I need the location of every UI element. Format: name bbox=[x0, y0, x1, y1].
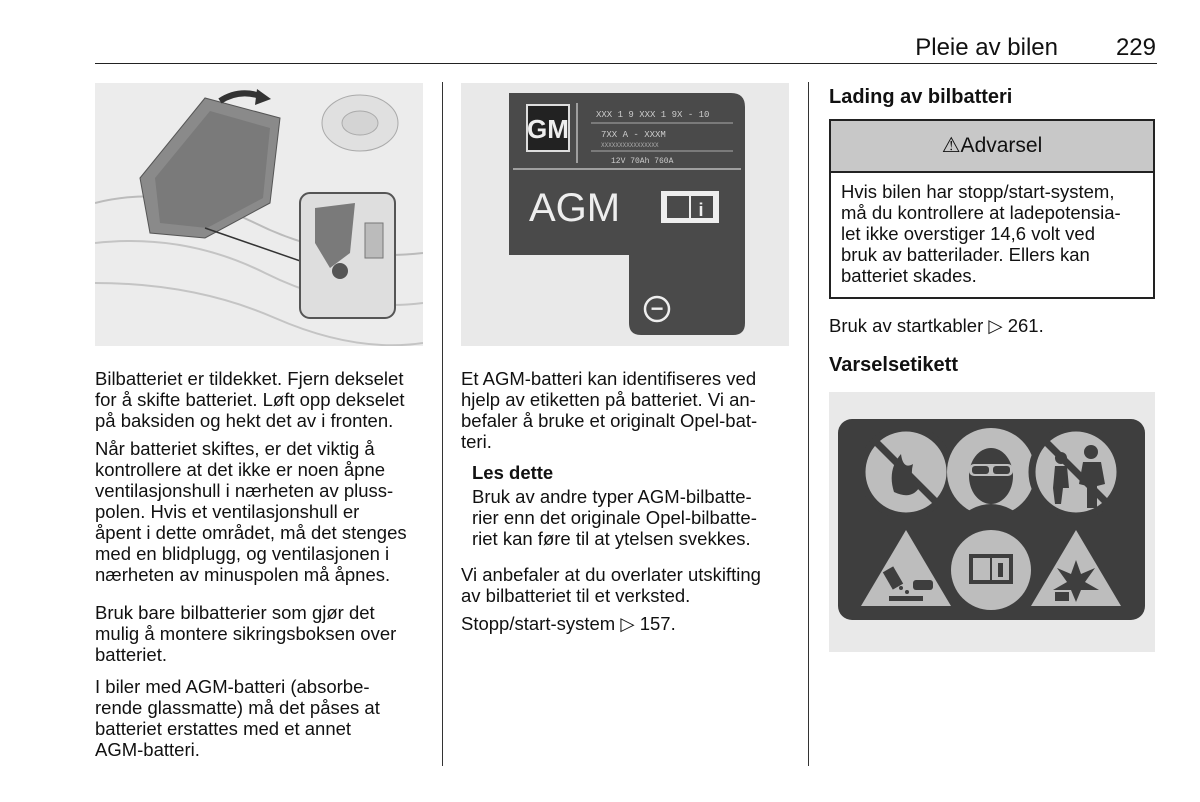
header-rule bbox=[95, 63, 1157, 64]
warning-label-illustration bbox=[829, 392, 1155, 652]
warning-box bbox=[829, 119, 1155, 299]
text-line: Vi anbefaler at du overlater utskifting bbox=[461, 564, 761, 585]
text-line: med en blidplugg, og ventilasjonen i bbox=[95, 543, 390, 564]
battery-cover-illustration bbox=[95, 83, 423, 346]
paragraph-cover-removal bbox=[95, 368, 405, 431]
no-fire-icon bbox=[862, 428, 950, 516]
label-code-3: XXXXXXXXXXXXXXXX bbox=[601, 142, 659, 149]
xref-stop-start[interactable] bbox=[461, 613, 676, 634]
text-line: Bilbatteriet er tildekket. Fjern dekselet bbox=[95, 368, 404, 389]
text-line: kontrollere at det ikke er noen åpne bbox=[95, 459, 386, 480]
text-line: mulig å montere sikringsboksen over bbox=[95, 623, 397, 644]
minus-symbol: − bbox=[650, 296, 664, 321]
text-line: let ikke overstiger 14,6 volt ved bbox=[841, 223, 1095, 244]
text-line: rende glassmatte) må det påses at bbox=[95, 697, 380, 718]
page-number: 229 bbox=[1115, 34, 1156, 61]
text-line: teri. bbox=[461, 431, 492, 452]
text-line: batteriet. bbox=[95, 644, 167, 665]
paragraph-agm-replacement bbox=[95, 676, 380, 760]
label-code-4: 12V 70Ah 760A bbox=[611, 157, 674, 166]
warning-body bbox=[831, 173, 1153, 294]
text-line: Bruk bare bilbatterier som gjør det bbox=[95, 602, 375, 623]
xref-jump-start[interactable] bbox=[829, 315, 1044, 336]
text-line: må du kontrollere at ladepotensia- bbox=[841, 202, 1121, 223]
paragraph-agm-identification bbox=[461, 368, 757, 452]
text-line: ventilasjonshull i nærheten av pluss- bbox=[95, 480, 394, 501]
text-line: Bruk av andre typer AGM-bilbatte- bbox=[472, 486, 752, 507]
heading-battery-charging: Lading av bilbatteri bbox=[829, 86, 1013, 108]
warning-title: ⚠Advarsel bbox=[831, 121, 1153, 173]
note-title: Les dette bbox=[472, 462, 554, 483]
paragraph-workshop bbox=[461, 564, 761, 606]
text-line: Når batteriet skiftes, er det viktig å bbox=[95, 438, 375, 459]
text-line: rier enn det originale Opel-bilbatte- bbox=[472, 507, 757, 528]
text-line: batteriet skades. bbox=[841, 265, 977, 286]
text-line: bruk av batterilader. Ellers kan bbox=[841, 244, 1090, 265]
text-line: for å skifte batteriet. Løft opp dekselet bbox=[95, 389, 405, 410]
text-line: hjelp av etiketten på batteriet. Vi an- bbox=[461, 389, 756, 410]
manual-book-icon bbox=[661, 191, 719, 223]
label-brand: GM bbox=[527, 114, 569, 144]
text-line: batteriet erstattes med et annet bbox=[95, 718, 352, 739]
text-line: Et AGM-batteri kan identifiseres ved bbox=[461, 368, 757, 389]
text-line: nærheten av minuspolen må åpnes. bbox=[95, 564, 391, 585]
text-line: polen. Hvis et ventilasjonshull er bbox=[95, 501, 360, 522]
text-line: av bilbatteriet til et verksted. bbox=[461, 585, 691, 606]
text-line: på baksiden og hekt det av i fronten. bbox=[95, 410, 394, 431]
running-header-title: Pleie av bilen bbox=[915, 34, 1058, 61]
text-line: AGM-batteri. bbox=[95, 739, 200, 760]
note-body bbox=[472, 486, 757, 549]
text-line: Hvis bilen har stopp/start-system, bbox=[841, 181, 1115, 202]
text-line: I biler med AGM-batteri (absorbe- bbox=[95, 676, 370, 697]
column-divider-1 bbox=[442, 82, 443, 766]
agm-label-illustration bbox=[461, 83, 789, 346]
text-line: riet kan føre til at ytelsen svekkes. bbox=[472, 528, 751, 549]
xref-link[interactable]: Stopp/start-system ▷ 157. bbox=[461, 613, 676, 634]
heading-warning-label: Varselsetikett bbox=[829, 354, 958, 376]
eye-protection-icon bbox=[947, 428, 1035, 516]
read-manual-icon bbox=[951, 530, 1031, 610]
label-code-1: XXX 1 9 XXX 1 9X - 10 bbox=[596, 110, 710, 120]
label-code-2: 7XX A - XXXM bbox=[601, 130, 666, 140]
keep-children-away-icon bbox=[1032, 428, 1120, 516]
text-line: åpent i dette området, må det stenges bbox=[95, 522, 407, 543]
text-line: befaler å bruke et originalt Opel-bat- bbox=[461, 410, 758, 431]
column-divider-2 bbox=[808, 82, 809, 766]
paragraph-ventilation bbox=[95, 438, 407, 585]
svg-text:i: i bbox=[698, 200, 704, 220]
paragraph-fuse-box bbox=[95, 602, 396, 665]
xref-link[interactable]: Bruk av startkabler ▷ 261. bbox=[829, 315, 1044, 336]
label-agm-text: AGM bbox=[529, 186, 621, 230]
